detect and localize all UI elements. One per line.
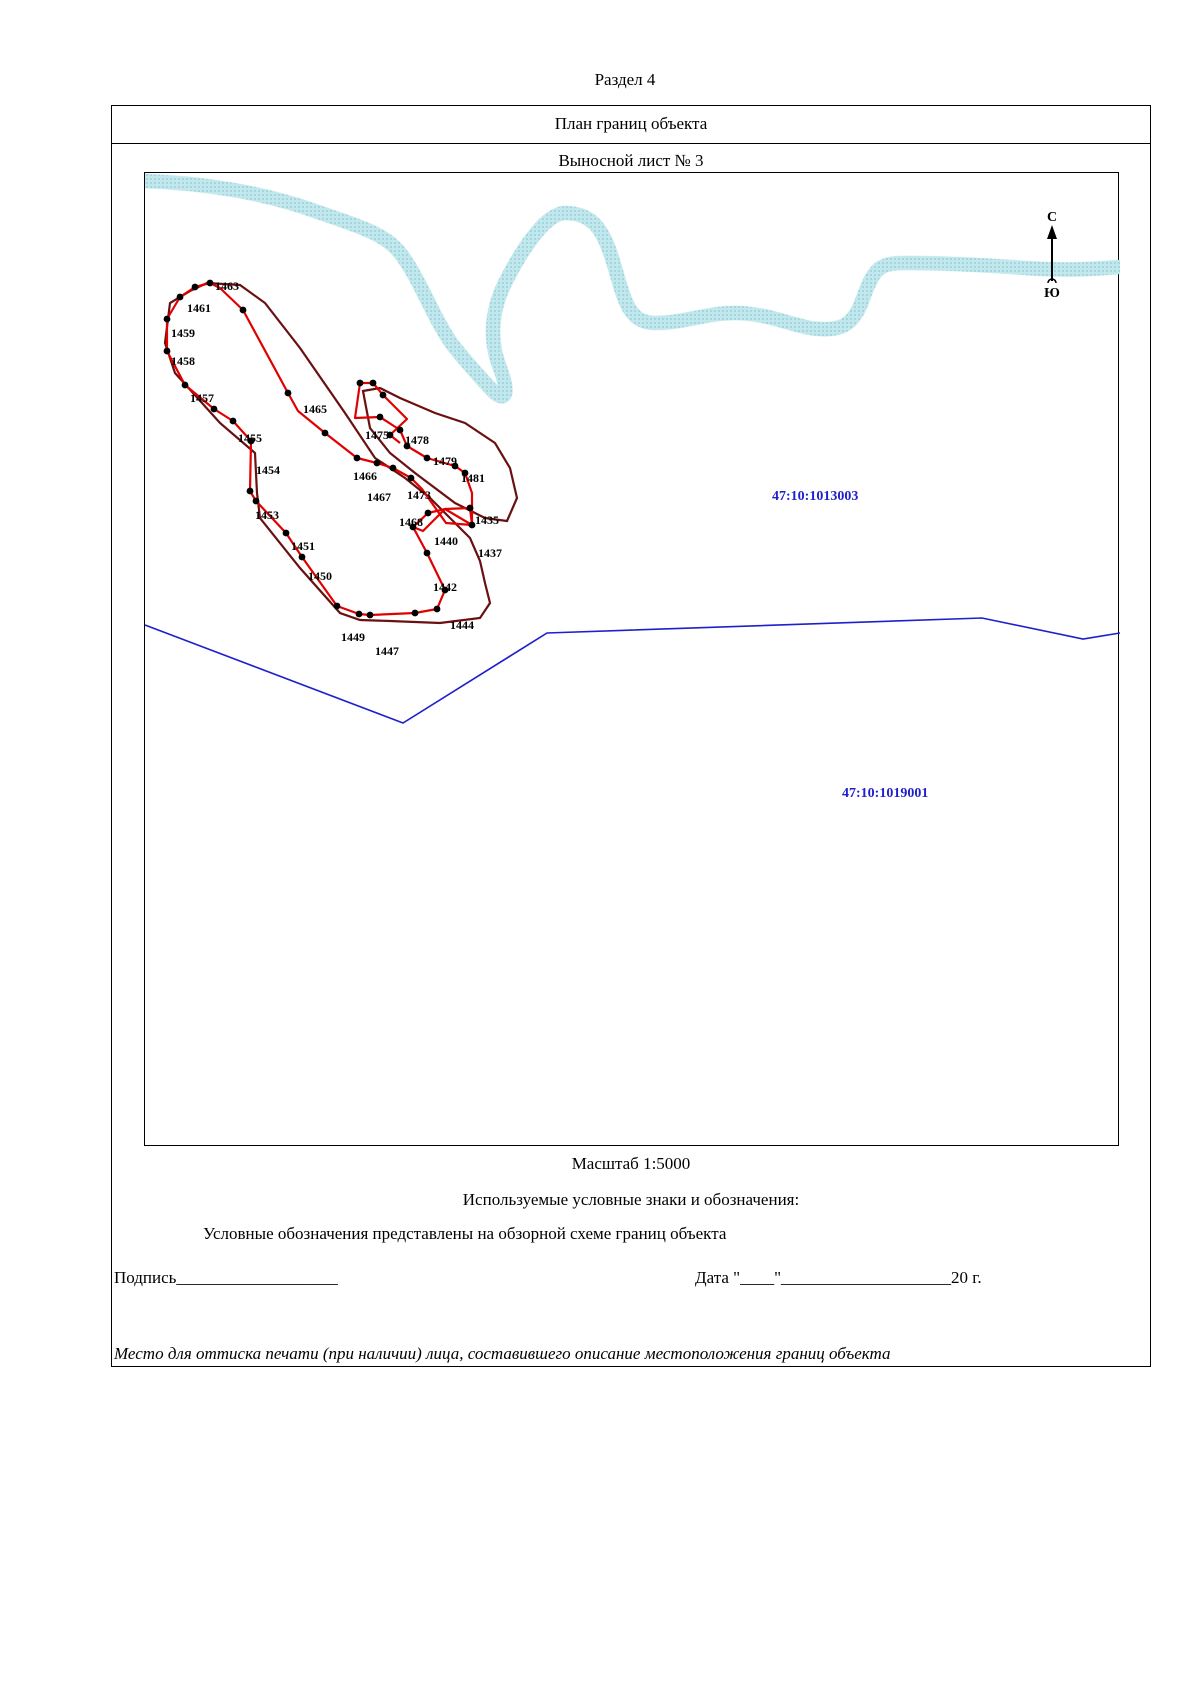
label-1479: 1479	[433, 454, 457, 468]
label-1457: 1457	[190, 391, 214, 405]
map-canvas	[144, 172, 1119, 1146]
label-1450: 1450	[308, 569, 332, 583]
legend-title: Используемые условные знаки и обозначения:	[462, 1190, 800, 1209]
label-1481: 1481	[461, 471, 485, 485]
label-1468: 1468	[399, 515, 423, 529]
signature-field: Подпись___________________	[114, 1268, 338, 1287]
label-1455: 1455	[238, 431, 262, 445]
section-title: Раздел 4	[594, 70, 656, 89]
label-1437: 1437	[478, 546, 502, 560]
label-1444: 1444	[450, 618, 474, 632]
label-1467: 1467	[367, 490, 391, 504]
label-1440: 1440	[434, 534, 458, 548]
label-1463: 1463	[215, 279, 239, 293]
red-boundary-main	[167, 283, 472, 615]
parcel-label-1: 47:10:1013003	[772, 489, 859, 504]
stamp-note: Место для оттиска печати (при наличии) лица, составившего описание местоположения границ объекта	[114, 1344, 891, 1363]
legend-text: Условные обозначения представлены на обзорной схеме границ объекта	[203, 1224, 727, 1243]
boundary-vertices	[164, 280, 476, 619]
label-1449: 1449	[341, 630, 365, 644]
label-1458: 1458	[171, 354, 195, 368]
map-svg	[145, 173, 1120, 1147]
label-1442: 1442	[433, 580, 457, 594]
river	[145, 181, 1120, 396]
header-divider	[111, 143, 1151, 144]
label-1451: 1451	[291, 539, 315, 553]
label-1459: 1459	[171, 326, 195, 340]
label-1473: 1473	[407, 488, 431, 502]
date-field: Дата "____"____________________20 г.	[695, 1268, 982, 1287]
label-1435: 1435	[475, 513, 499, 527]
river-edge	[145, 181, 1120, 396]
compass-south-label: Ю	[1044, 286, 1060, 301]
label-1461: 1461	[187, 301, 211, 315]
label-1475: 1475	[365, 428, 389, 442]
label-1465: 1465	[303, 402, 327, 416]
compass-north-label: С	[1046, 210, 1058, 225]
label-1454: 1454	[256, 463, 280, 477]
north-arrow-icon	[1044, 210, 1060, 301]
parcel-label-2: 47:10:1019001	[842, 786, 929, 801]
label-1478: 1478	[405, 433, 429, 447]
plan-title: План границ объекта	[554, 114, 708, 133]
label-1453: 1453	[255, 508, 279, 522]
scale-label: Масштаб 1:5000	[571, 1154, 691, 1173]
cadastral-boundary-line	[145, 618, 1120, 723]
label-1447: 1447	[375, 644, 399, 658]
sheet-title: Выносной лист № 3	[558, 151, 704, 170]
label-1466: 1466	[353, 469, 377, 483]
